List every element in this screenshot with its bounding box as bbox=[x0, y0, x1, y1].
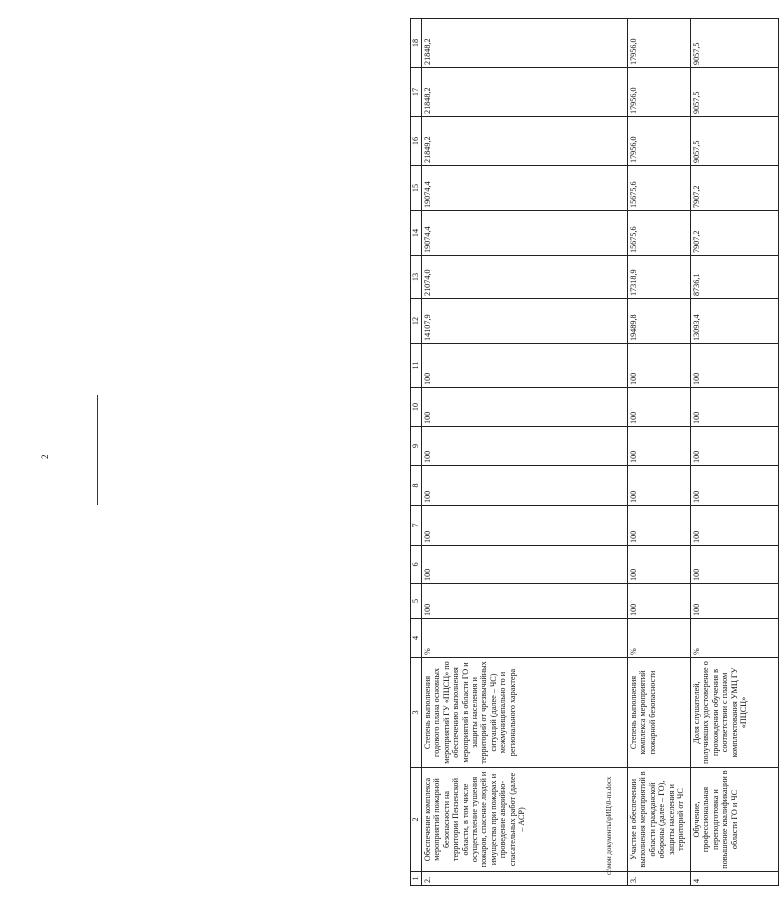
header-cell: 9 bbox=[411, 427, 422, 466]
value-cell: 100 bbox=[691, 506, 779, 546]
header-cell: 17 bbox=[411, 68, 422, 117]
row-number-cell: 3. bbox=[628, 872, 691, 886]
row-number-cell: 2. bbox=[422, 872, 628, 886]
value-cell: 17956,0 bbox=[628, 68, 691, 117]
value-cell: 100 bbox=[422, 388, 628, 427]
activity-cell: Участие в обеспечении выполнения мероприятий в области гражданской обороны (далее – ГО), защиты населения и территорий от ЧС bbox=[628, 768, 691, 872]
header-cell: 14 bbox=[411, 211, 422, 256]
header-cell: 15 bbox=[411, 166, 422, 211]
value-cell: 100 bbox=[628, 344, 691, 388]
page-number: 2 bbox=[40, 454, 50, 459]
value-cell: 9057,5 bbox=[691, 19, 779, 68]
header-cell: 3 bbox=[411, 658, 422, 768]
value-cell: 100 bbox=[422, 506, 628, 546]
value-cell: 14107,9 bbox=[422, 299, 628, 344]
value-cell: 17956,0 bbox=[628, 19, 691, 68]
header-cell: 1 bbox=[411, 872, 422, 886]
header-cell: 10 bbox=[411, 388, 422, 427]
table-row bbox=[628, 19, 691, 886]
value-cell: 100 bbox=[691, 546, 779, 584]
value-cell: 17318,9 bbox=[628, 256, 691, 299]
value-cell: 21848,2 bbox=[422, 68, 628, 117]
value-cell: 19074,4 bbox=[422, 211, 628, 256]
header-cell: 7 bbox=[411, 506, 422, 546]
header-cell: 12 bbox=[411, 299, 422, 344]
value-cell: 7907,2 bbox=[691, 211, 779, 256]
header-cell: 4 bbox=[411, 619, 422, 658]
value-cell: 19074,4 bbox=[422, 166, 628, 211]
value-cell: 100 bbox=[628, 388, 691, 427]
value-cell: 100 bbox=[628, 506, 691, 546]
signature-line bbox=[97, 395, 98, 505]
value-cell: 17956,0 bbox=[628, 117, 691, 166]
unit-cell: % bbox=[628, 619, 691, 658]
table-row bbox=[422, 19, 628, 886]
row-number-cell: 4 bbox=[691, 872, 779, 886]
value-cell: 100 bbox=[422, 584, 628, 619]
value-cell: 21848,2 bbox=[422, 19, 628, 68]
value-cell: 15675,6 bbox=[628, 166, 691, 211]
value-cell: 100 bbox=[691, 388, 779, 427]
header-cell: 6 bbox=[411, 546, 422, 584]
header-cell: 18 bbox=[411, 19, 422, 68]
header-cell: 16 bbox=[411, 117, 422, 166]
value-cell: 100 bbox=[422, 427, 628, 466]
indicator-cell: Доля слушателей, получивших удостоверение о прохождении обучения в соответствии с планом комплектования УМЦ ГУ «ПЦСЦ» bbox=[691, 658, 779, 768]
value-cell: 100 bbox=[628, 427, 691, 466]
value-cell: 100 bbox=[691, 466, 779, 506]
value-cell: 21849,2 bbox=[422, 117, 628, 166]
indicator-cell: Степень выполнения комплекса мероприятий пожарной безопасности bbox=[628, 658, 691, 768]
header-row bbox=[411, 19, 422, 886]
header-cell: 5 bbox=[411, 584, 422, 619]
table-row bbox=[691, 19, 779, 886]
indicator-cell: Степень выполнения годового плана основных мероприятий ГУ «ПЦСЦ» по обеспечению выполнения мероприятий в области ГО и защиты населения и территорий от чрезвычайных ситуаций (далее – ЧС) межмуниципально го и регионального характера bbox=[422, 658, 628, 768]
value-cell: 100 bbox=[422, 466, 628, 506]
header-cell: 8 bbox=[411, 466, 422, 506]
value-cell: 100 bbox=[691, 584, 779, 619]
header-cell: 13 bbox=[411, 256, 422, 299]
activity-cell: Обучение, профессиональная переподготовка и повышение квалификации в области ГО и ЧС bbox=[691, 768, 779, 872]
value-cell: 9057,5 bbox=[691, 68, 779, 117]
value-cell: 100 bbox=[628, 584, 691, 619]
value-cell: 19489,8 bbox=[628, 299, 691, 344]
value-cell: 9057,5 bbox=[691, 117, 779, 166]
value-cell: 13093,4 bbox=[691, 299, 779, 344]
value-cell: 100 bbox=[691, 344, 779, 388]
footer-path: c:\мои документы\рИЦ\0-пз.docx bbox=[605, 776, 613, 875]
value-cell: 100 bbox=[691, 427, 779, 466]
value-cell: 8736,1 bbox=[691, 256, 779, 299]
value-cell: 100 bbox=[628, 466, 691, 506]
unit-cell: % bbox=[691, 619, 779, 658]
unit-cell: % bbox=[422, 619, 628, 658]
header-cell: 11 bbox=[411, 344, 422, 388]
header-cell: 2 bbox=[411, 768, 422, 872]
value-cell: 100 bbox=[628, 546, 691, 584]
value-cell: 7907,2 bbox=[691, 166, 779, 211]
value-cell: 100 bbox=[422, 546, 628, 584]
value-cell: 21074,0 bbox=[422, 256, 628, 299]
value-cell: 15675,6 bbox=[628, 211, 691, 256]
activity-cell: Обеспечение комплекса мероприятий пожарной безопасности на территории Пензенской области, в том числе осуществление тушения пожаров, спасение людей и имущества при пожарах и проведение аварийно-спасательных работ (далее – АСР) bbox=[422, 768, 628, 872]
indicators-table bbox=[410, 18, 779, 886]
value-cell: 100 bbox=[422, 344, 628, 388]
